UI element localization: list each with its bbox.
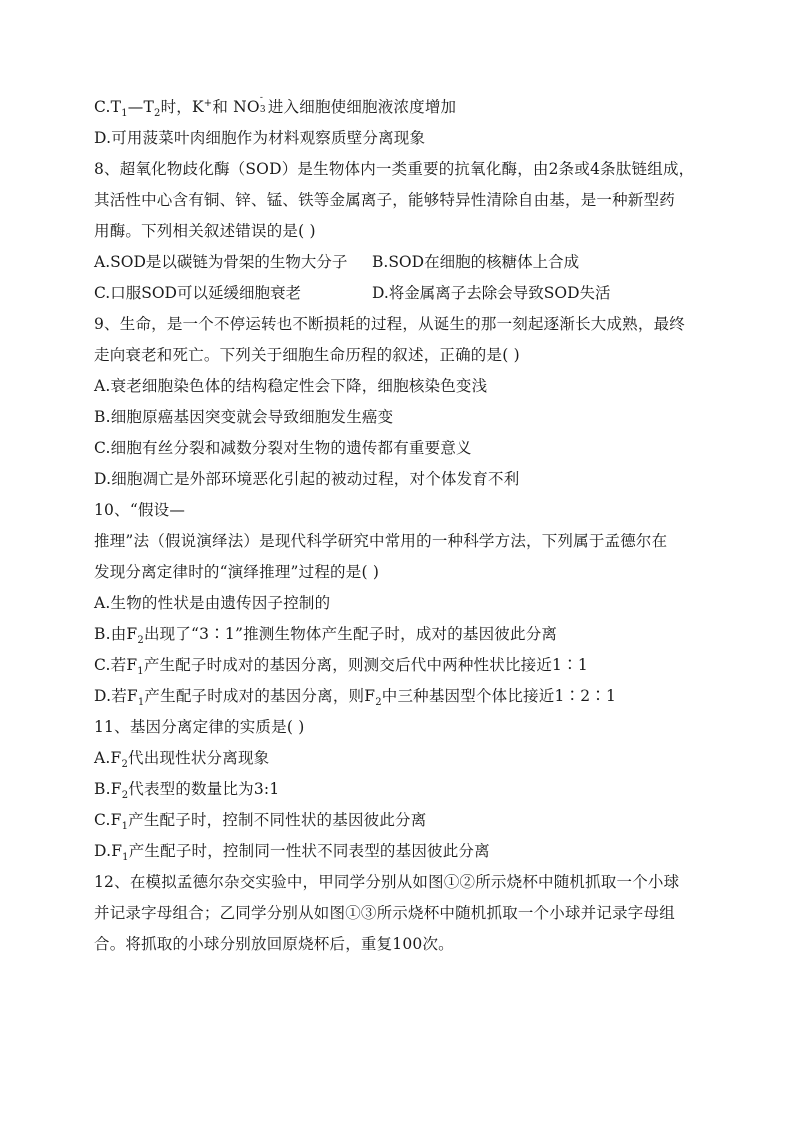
subscript: 1 bbox=[137, 697, 145, 709]
text-fragment: C.T bbox=[94, 98, 122, 116]
q7-option-c bbox=[94, 92, 704, 123]
subscript: 1 bbox=[121, 821, 129, 833]
q10-stem-line: 发现分离定律时的“演绎推理”过程的是( ) bbox=[94, 563, 380, 581]
subscript: 1 bbox=[122, 852, 129, 864]
q8-options-row-1 bbox=[94, 247, 704, 278]
q9-option-a: A.衰老细胞染色体的结构稳定性会下降，细胞核染色变浅 bbox=[94, 377, 488, 395]
q11-option-a bbox=[94, 743, 704, 774]
subscript: 2 bbox=[137, 635, 144, 647]
text-fragment: 产生配子时，控制不同性状的基因彼此分离 bbox=[128, 811, 427, 829]
text-fragment: 进入细胞使细胞液浓度增加 bbox=[267, 98, 457, 116]
q12-stem-line: 并记录字母组合；乙同学分别从如图①③所示烧杯中随机抓取一个小球并记录字母组 bbox=[94, 904, 675, 922]
text-fragment: B.F bbox=[94, 780, 122, 798]
text-fragment: C.F bbox=[94, 811, 122, 829]
q9-option-c: C.细胞有丝分裂和减数分裂对生物的遗传都有重要意义 bbox=[94, 439, 472, 457]
q9-stem-line: 9、生命，是一个不停运转也不断损耗的过程，从诞生的那一刻起逐渐长大成熟，最终 bbox=[94, 315, 685, 333]
q12-stem-line: 合。将抓取的小球分别放回原烧杯后，重复100次。 bbox=[94, 935, 454, 953]
q8-options-row-2 bbox=[94, 278, 704, 309]
q12-stem-line: 12、在模拟孟德尔杂交实验中，甲同学分别从如图①②所示烧杯中随机抓取一个小球 bbox=[94, 873, 680, 891]
subscript: 2 bbox=[375, 697, 382, 709]
q11-option-b bbox=[94, 774, 704, 805]
text-fragment: D.若F bbox=[94, 687, 138, 705]
q10-option-d bbox=[94, 681, 704, 712]
q10-option-c bbox=[94, 650, 704, 681]
q8-option-c: C.口服SOD可以延缓细胞衰老 bbox=[94, 284, 301, 302]
superscript: + bbox=[203, 97, 213, 109]
text-fragment: B.由F bbox=[94, 625, 138, 643]
text-fragment: 出现了“3∶1”推测生物体产生配子时，成对的基因彼此分离 bbox=[143, 625, 558, 643]
q8-stem-line: 8、超氧化物歧化酶（SOD）是生物体内一类重要的抗氧化酶，由2条或4条肽链组成， bbox=[94, 160, 695, 178]
text-fragment: D.F bbox=[94, 842, 123, 860]
q8-stem-line: 用酶。下列相关叙述错误的是( ) bbox=[94, 222, 316, 240]
q8-option-a: A.SOD是以碳链为骨架的生物大分子 bbox=[94, 253, 348, 271]
text-fragment: 产生配子时，控制同一性状不同表型的基因彼此分离 bbox=[128, 842, 490, 860]
text-fragment: —T bbox=[127, 98, 154, 116]
q7-option-d: D.可用菠菜叶肉细胞作为材料观察质壁分离现象 bbox=[94, 129, 426, 147]
text-fragment: 代出现性状分离现象 bbox=[128, 749, 270, 767]
subscript: 2 bbox=[121, 790, 129, 802]
subscript: 2 bbox=[121, 759, 129, 771]
q10-option-a: A.生物的性状是由遗传因子控制的 bbox=[94, 594, 331, 612]
text-fragment: A.F bbox=[94, 749, 122, 767]
text-fragment: 时，K bbox=[160, 98, 204, 116]
subscript: 1 bbox=[121, 108, 128, 120]
superscript: - bbox=[259, 93, 264, 103]
q8-option-b: B.SOD在细胞的核糖体上合成 bbox=[372, 253, 580, 271]
q10-stem-line: 推理”法（假说演绎法）是现代科学研究中常用的一种科学方法，下列属于孟德尔在 bbox=[94, 532, 668, 550]
q8-stem-line: 其活性中心含有铜、锌、锰、铁等金属离子，能够特异性清除自由基，是一种新型药 bbox=[94, 191, 675, 209]
q8-option-d: D.将金属离子去除会导致SOD失活 bbox=[372, 284, 611, 302]
q11-option-d bbox=[94, 836, 704, 867]
q11-option-c bbox=[94, 805, 704, 836]
q9-option-d: D.细胞凋亡是外部环境恶化引起的被动过程，对个体发育不利 bbox=[94, 470, 520, 488]
q9-stem-line: 走向衰老和死亡。下列关于细胞生命历程的叙述，正确的是( ) bbox=[94, 346, 520, 364]
q10-option-b bbox=[94, 619, 704, 650]
q9-option-b: B.细胞原癌基因突变就会导致细胞发生癌变 bbox=[94, 408, 394, 426]
subscript: 3 bbox=[259, 105, 266, 115]
text-fragment: 和 NO bbox=[212, 98, 260, 116]
text-fragment: 产生配子时成对的基因分离，则测交后代中两种性状比接近1∶1 bbox=[143, 656, 588, 674]
document-page bbox=[94, 92, 704, 960]
text-fragment: 产生配子时成对的基因分离，则F bbox=[144, 687, 376, 705]
subscript: 1 bbox=[137, 666, 144, 678]
q11-stem: 11、基因分离定律的实质是( ) bbox=[94, 718, 305, 736]
text-fragment: 中三种基因型个体比接近1∶2∶1 bbox=[381, 687, 617, 705]
sub-superscript bbox=[259, 93, 268, 115]
text-fragment: C.若F bbox=[94, 656, 138, 674]
subscript: 2 bbox=[154, 108, 161, 120]
q10-stem-line: 10、“假设— bbox=[94, 501, 186, 519]
text-fragment: 代表型的数量比为3:1 bbox=[128, 780, 280, 798]
